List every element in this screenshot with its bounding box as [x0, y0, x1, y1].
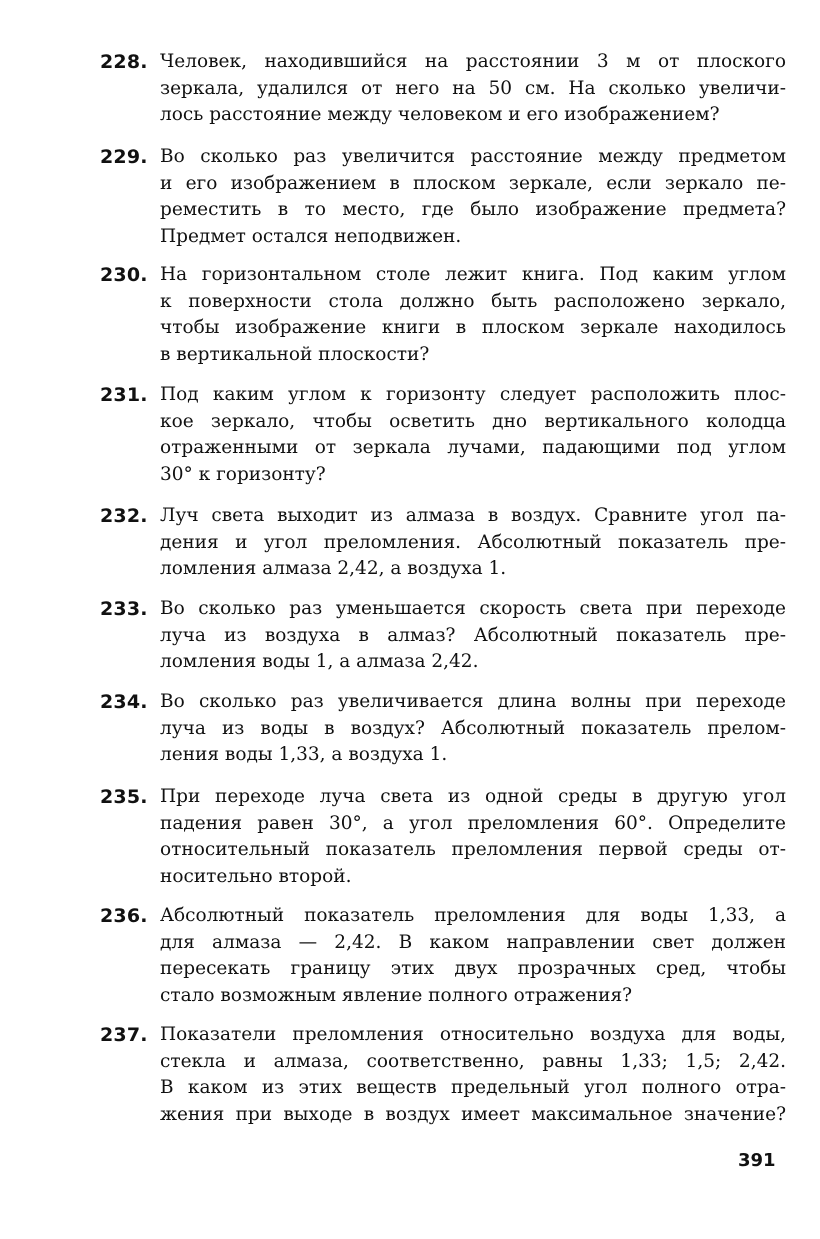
text-line: 30° к горизонту? — [160, 463, 326, 485]
text-line: Человек, находившийся на расстоянии 3 м от плоского — [160, 51, 786, 72]
text-line: жения при выходе в воздух имеет максимальное значение? — [160, 1103, 786, 1125]
text-line: в вертикальной плоскости? — [160, 343, 430, 365]
problem-number: 237. — [100, 1024, 148, 1046]
text-line: ломления алмаза 2,42, а воздуха 1. — [160, 558, 507, 579]
text-line: Показатели преломления относительно воздуха для воды, — [160, 1024, 786, 1045]
problem-number: 235. — [100, 786, 148, 808]
text-line: Во сколько раз увеличится расстояние между предметом — [160, 146, 786, 167]
text-line: Во сколько раз уменьшается скорость света при переходе — [160, 598, 786, 619]
problem-number: 234. — [100, 691, 148, 713]
text-line: луча из воды в воздух? Абсолютный показатель прелом- — [160, 717, 786, 739]
text-line: падения равен 30°, а угол преломления 60°. Определите — [160, 812, 786, 834]
text-line: ломления воды 1, а алмаза 2,42. — [160, 651, 479, 672]
text-line: Во сколько раз увеличивается длина волны при переходе — [160, 691, 786, 712]
text-line: реместить в то место, где было изображение предмета? — [160, 199, 786, 220]
text-line: луча из воздуха в алмаз? Абсолютный показатель пре- — [160, 624, 786, 646]
text-line: чтобы изображение книги в плоском зеркале находилось — [160, 317, 786, 338]
problem-number: 233. — [100, 598, 148, 620]
problem-text — [160, 903, 786, 1009]
problem-text — [160, 144, 786, 250]
text-line: лось расстояние между человеком и его изображением? — [160, 104, 720, 125]
text-line: и его изображением в плоском зеркале, если зеркало пе- — [160, 172, 786, 194]
text-line: стало возможным явление полного отражения? — [160, 984, 633, 1006]
text-line: Под каким углом к горизонту следует расположить плос- — [160, 384, 786, 405]
problem-text — [160, 596, 786, 676]
text-line: На горизонтальном столе лежит книга. Под каким углом — [160, 264, 786, 285]
problem-text — [160, 262, 786, 368]
problem-text — [160, 784, 786, 890]
text-line: носительно второй. — [160, 865, 352, 887]
text-line: к поверхности стола должно быть расположено зеркало, — [160, 290, 786, 312]
text-line: дения и угол преломления. Абсолютный показатель пре- — [160, 531, 786, 553]
page-number: 391 — [738, 1150, 776, 1171]
text-line: относительный показатель преломления первой среды от- — [160, 839, 786, 860]
text-line: Абсолютный показатель преломления для воды 1,33, а — [160, 905, 786, 926]
problem-text — [160, 1022, 786, 1128]
text-line: для алмаза — 2,42. В каком направлении свет должен — [160, 931, 786, 953]
problem-number: 228. — [100, 51, 148, 73]
problem-number: 232. — [100, 505, 148, 527]
problem-text — [160, 49, 786, 129]
text-line: пересекать границу этих двух прозрачных сред, чтобы — [160, 958, 786, 979]
text-line: ления воды 1,33, а воздуха 1. — [160, 744, 448, 765]
problem-number: 230. — [100, 264, 148, 286]
text-line: Луч света выходит из алмаза в воздух. Сравните угол па- — [160, 505, 786, 526]
text-line: кое зеркало, чтобы осветить дно вертикального колодца — [160, 410, 786, 432]
problem-text — [160, 382, 786, 488]
text-line: Предмет остался неподвижен. — [160, 225, 462, 247]
text-line: отраженными от зеркала лучами, падающими под углом — [160, 437, 786, 458]
text-line: В каком из этих веществ предельный угол полного отра- — [160, 1077, 786, 1098]
problem-number: 231. — [100, 384, 148, 406]
problem-text — [160, 503, 786, 583]
problem-text — [160, 689, 786, 769]
text-line: стекла и алмаза, соответственно, равны 1,33; 1,5; 2,42. — [160, 1050, 786, 1072]
text-line: При переходе луча света из одной среды в другую угол — [160, 786, 786, 807]
problem-number: 236. — [100, 905, 148, 927]
problem-number: 229. — [100, 146, 148, 168]
text-line: зеркала, удалился от него на 50 см. На сколько увеличи- — [160, 77, 786, 99]
